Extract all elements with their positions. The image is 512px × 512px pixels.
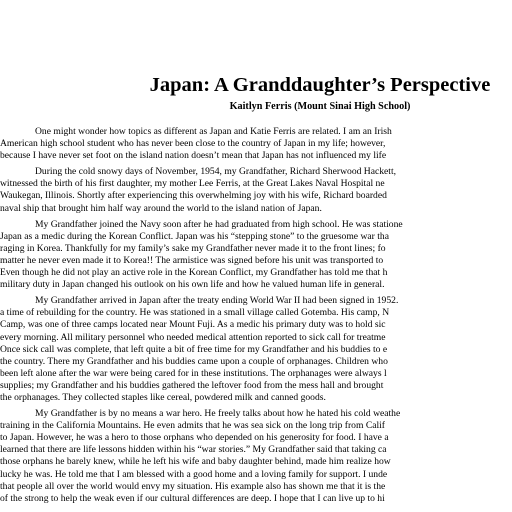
paragraph-line: One might wonder how topics as different as Japan and Katie Ferris are related. I am an Irish — [35, 126, 392, 137]
paragraph-line: raging in Korea. Thankfully for my family’s sake my Grandfather never made it to the front lines; fo — [0, 242, 386, 254]
paragraph-line: Japan as a medic during the Korean Conflict. Japan was his “stepping stone” to the gruesome war tha — [0, 230, 389, 242]
paragraph-line: to Japan. However, he was a hero to those orphans who depended on his generosity for food. I have a — [0, 432, 389, 444]
paragraph — [0, 408, 512, 505]
paragraph-line: naval ship that brought him half way around the world to the island nation of Japan. — [0, 202, 322, 214]
paragraph-line: of the strong to help the weak even if our cultural differences are deep. I hope that I can live up to hi — [0, 492, 385, 504]
paragraph-line: a time of rebuilding for the country. He was stationed in a small village called Gotemba. His camp, N — [0, 307, 390, 319]
paragraph-line: the country. There my Grandfather and his buddies came upon a couple of orphanages. Children who — [0, 355, 388, 367]
paragraph-line: because I have never set foot on the island nation doesn’t mean that Japan has not influenced my life — [0, 150, 387, 162]
paragraph-line: witnessed the birth of his first daughter, my mother Lee Ferris, at the Great Lakes Naval Hospital ne — [0, 178, 385, 190]
paragraph-line: that people all over the world would envy my situation. His example also has shown me that it is the — [0, 480, 386, 492]
paragraph-line: supplies; my Grandfather and his buddies gathered the leftover food from the mess hall and brought — [0, 379, 384, 391]
paragraph — [0, 166, 512, 214]
paragraph — [0, 126, 512, 162]
paragraph-line: My Grandfather joined the Navy soon after he had graduated from high school. He was statione — [35, 218, 403, 230]
paragraph-line: training in the California Mountains. He even admits that he was sea sick on the long trip from Calif — [0, 420, 385, 432]
document-byline: Kaitlyn Ferris (Mount Sinai High School) — [229, 101, 411, 112]
paragraph-line: My Grandfather arrived in Japan after the treaty ending World War II had been signed in 1952. — [35, 295, 399, 307]
paragraph-line: Waukegan, Illinois. Shortly after experiencing this overwhelming joy with his wife, Richard boarded — [0, 190, 387, 202]
paragraph-line: Even though he did not play an active role in the Korean Conflict, my Grandfather has told me that h — [0, 267, 388, 279]
paragraph-line: Camp, was one of three camps located near Mount Fuji. As a medic his primary duty was to hold sic — [0, 319, 386, 331]
paragraph-line: learned that there are life lessons hidden within his “war stories.” My Grandfather said that taking ca — [0, 444, 387, 456]
paragraph-line: lucky he was. He told me that I am blessed with a good home and a loving family for support. I unde — [0, 468, 388, 480]
paragraph — [0, 219, 512, 292]
document-body — [0, 126, 512, 512]
paragraph-line: every morning. All military personnel who needed medical attention reported to sick call for treatme — [0, 331, 386, 343]
paragraph-line: Once sick call was complete, that left quite a bit of free time for my Grandfather and his buddies to e — [0, 343, 388, 355]
paragraph-line: military duty in Japan changed his outlook on his own life and how he valued human life in general. — [0, 279, 385, 291]
paragraph-line: been left alone after the war were being cared for in these institutions. The orphanages were always l — [0, 367, 387, 379]
paragraph-line: the orphanages. They collected staples like cereal, powdered milk and canned goods. — [0, 391, 326, 403]
paragraph — [0, 295, 512, 404]
paragraph-line: American high school student who has never been close to the country of Japan in my life; however, — [0, 138, 386, 150]
paragraph-line: those orphans he barely knew, while he left his wife and baby daughter behind, made him realize how — [0, 456, 391, 468]
paragraph-line: My Grandfather is by no means a war hero. He freely talks about how he hated his cold weathe — [35, 408, 401, 420]
paragraph-line: During the cold snowy days of November, 1954, my Grandfather, Richard Sherwood Hackett, — [35, 166, 397, 178]
document-title: Japan: A Granddaughter’s Perspective — [149, 74, 491, 96]
paragraph-line: matter he never even made it to Korea!! The armistice was signed before his unit was transported to — [0, 254, 384, 266]
